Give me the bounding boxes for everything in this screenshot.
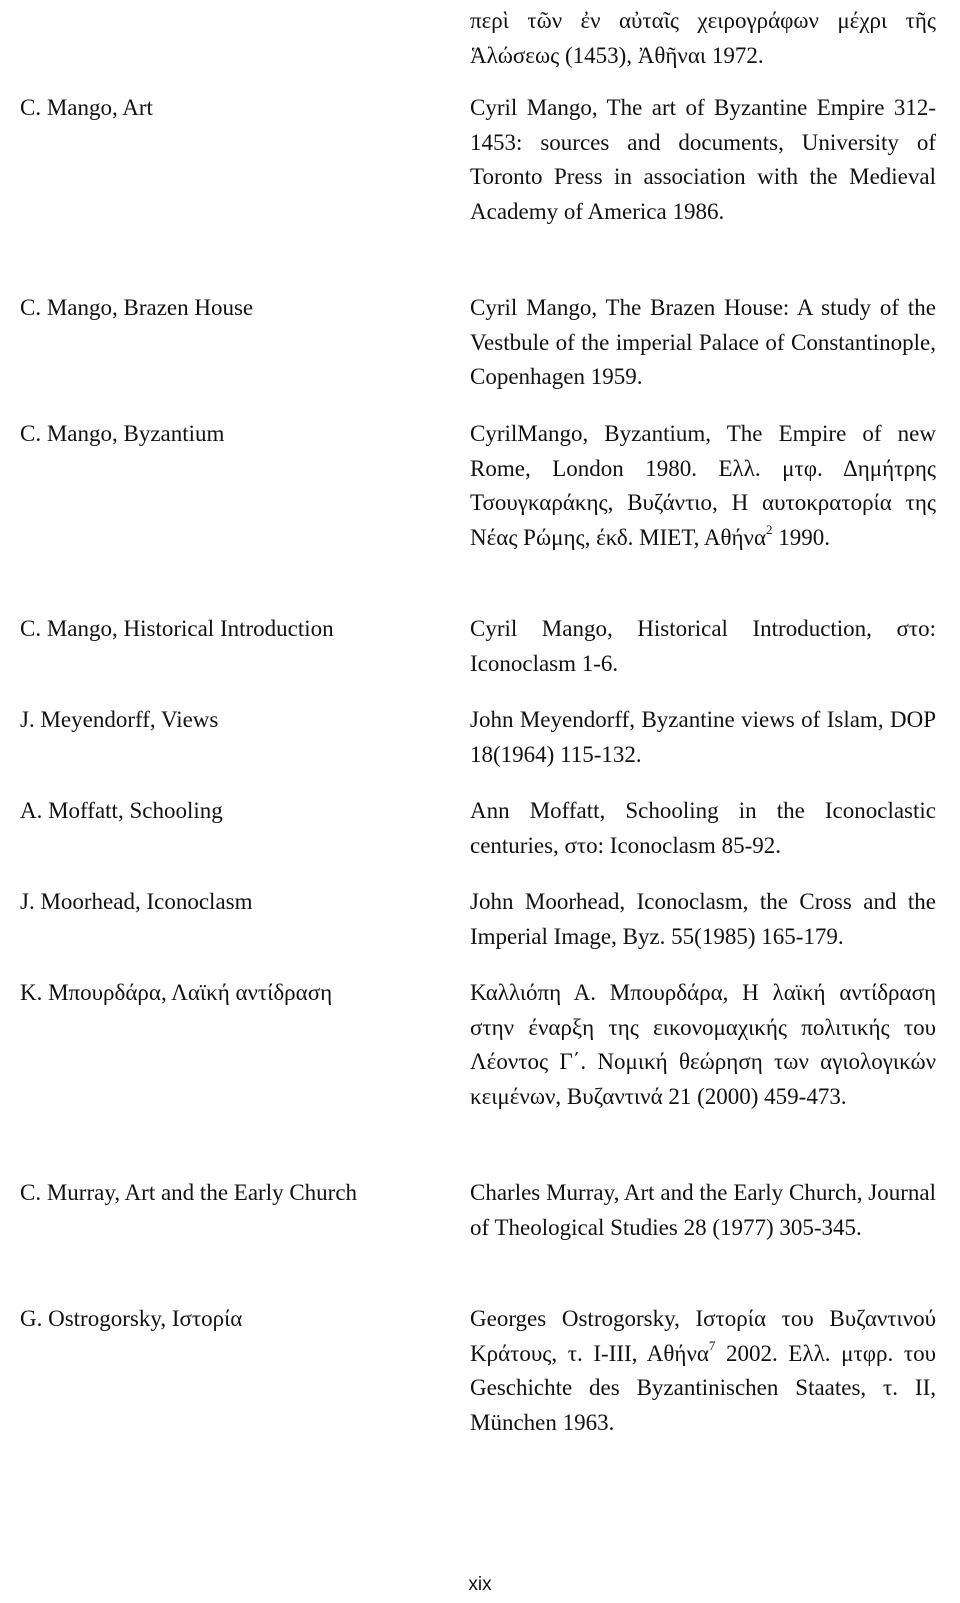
entry-abbreviation: Κ. Μπουρδάρα, Λαϊκή αντίδραση [20, 980, 333, 1005]
entry-reference: Charles Murray, Art and the Early Church, Journal of Theological Studies 28 (1977) 305-345. [470, 1180, 936, 1240]
entry-reference [470, 1302, 936, 1440]
entry-reference-tail: 2002. Ελλ. μτφρ. του Geschichte des Byzantinischen Staates, τ. ΙΙ, München 1963. [470, 1340, 937, 1435]
entry-reference: John Meyendorff, Byzantine views of Islam, DOP 18(1964) 115-132. [470, 707, 936, 767]
entry-reference: Ann Moffatt, Schooling in the Iconoclastic centuries, στο: Iconoclasm 85-92. [470, 798, 936, 858]
entry-abbreviation: A. Moffatt, Schooling [20, 798, 223, 823]
entry-abbreviation: C. Mango, Byzantium [20, 421, 225, 446]
entry-reference-main: CyrilMango, Byzantium, The Empire of new Rome, London 1980. Ελλ. μτφ. Δημήτρης Τσουγκαράκης, Βυζάντιο, Η αυτοκρατορία της Νέας Ρώμης, έκδ. ΜΙΕΤ, Αθήνα [470, 421, 936, 550]
entry-reference: Cyril Mango, The Brazen House: A study of the Vestbule of the imperial Palace of Constantinople, Copenhagen 1959. [470, 295, 936, 390]
continuation-text: περὶ τῶν ἐν αὐταῖς χειρογράφων μέχρι τῆς Ἁλώσεως (1453), Ἀθῆναι 1972. [470, 8, 936, 68]
entry-reference: Καλλιόπη Α. Μπουρδάρα, Η λαϊκή αντίδραση στην έναρξη της εικονομαχικής πολιτικής του Λέοντος Γ΄. Νομική θεώρηση των αγιολογικών κειμένων, Βυζαντινά 21 (2000) 459-473. [470, 980, 936, 1109]
edition-superscript: 7 [708, 1337, 716, 1353]
entry-reference [470, 417, 936, 555]
entry-reference-tail: 1990. [772, 524, 830, 550]
entry-abbreviation: J. Moorhead, Iconoclasm [20, 889, 253, 914]
entry-reference-main: Georges Ostrogorsky, Ιστορία του Βυζαντινού Κράτους, τ. Ι-ΙΙΙ, Αθήνα [470, 1306, 936, 1366]
entry-abbreviation: J. Meyendorff, Views [20, 707, 219, 732]
entry-abbreviation: C. Mango, Art [20, 95, 153, 120]
entry-reference: John Moorhead, Iconoclasm, the Cross and the Imperial Image, Byz. 55(1985) 165-179. [470, 889, 936, 949]
entry-reference: Cyril Mango, Historical Introduction, στο: Iconoclasm 1-6. [470, 616, 936, 676]
edition-superscript: 2 [766, 522, 773, 538]
entry-abbreviation: G. Ostrogorsky, Ιστορία [20, 1306, 243, 1331]
entry-abbreviation: C. Mango, Historical Introduction [20, 616, 334, 641]
entry-abbreviation: C. Murray, Art and the Early Church [20, 1180, 358, 1205]
page-number: xix [468, 1574, 492, 1595]
entry-abbreviation: C. Mango, Brazen House [20, 295, 254, 320]
entry-reference: Cyril Mango, The art of Byzantine Empire 312-1453: sources and documents, University of Toronto Press in association with the Medieval Academy of America 1986. [470, 95, 936, 224]
